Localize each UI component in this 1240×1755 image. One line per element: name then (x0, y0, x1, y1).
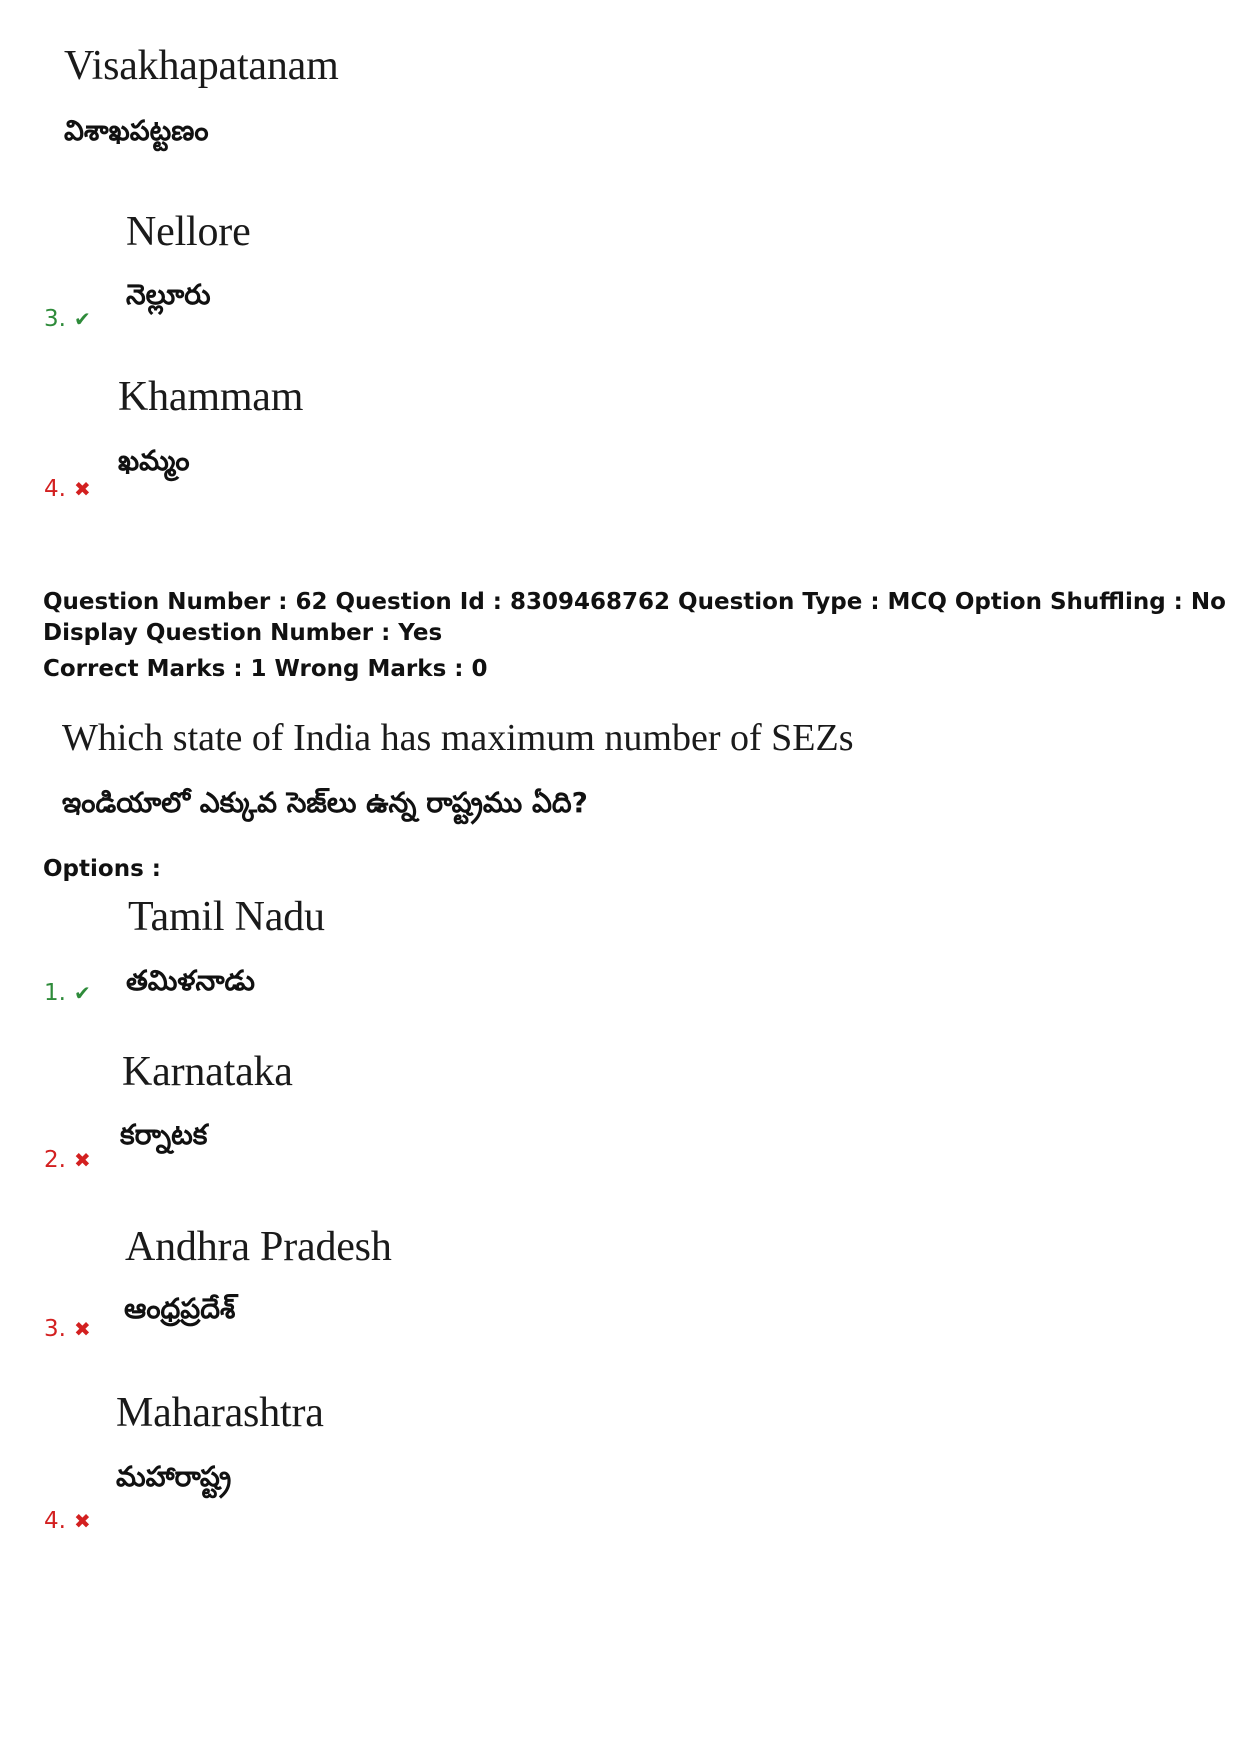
option-number: 4. (44, 1508, 66, 1534)
cross-icon: ✖ (73, 1317, 91, 1341)
option-number: 1. (44, 980, 66, 1006)
prev-option-3-number (44, 306, 91, 332)
cross-icon: ✖ (73, 1509, 91, 1533)
option-1-telugu: తమిళనాడు (126, 964, 255, 997)
option-number: 4. (44, 476, 66, 502)
prev-option-3-telugu: నెల్లూరు (126, 278, 211, 311)
prev-option-2-english: Visakhapatanam (64, 43, 339, 89)
prev-option-4-english: Khammam (118, 374, 304, 420)
option-2-english: Karnataka (122, 1049, 293, 1095)
option-number: 3. (44, 1316, 66, 1342)
question-text-telugu: ఇండియాలో ఎక్కువ సెజ్‌లు ఉన్న రాష్ట్రము ఏది? (62, 786, 588, 819)
option-2-telugu: కర్నాటక (120, 1118, 208, 1151)
option-3-number (44, 1316, 91, 1342)
option-4-number (44, 1508, 91, 1534)
cross-icon: ✖ (73, 1148, 91, 1172)
question-meta-line-2: Display Question Number : Yes (43, 620, 443, 646)
check-icon: ✔ (73, 307, 91, 331)
option-number: 3. (44, 306, 66, 332)
option-number: 2. (44, 1147, 66, 1173)
question-text-english: Which state of India has maximum number of SEZs (62, 717, 854, 759)
prev-option-3-english: Nellore (126, 209, 251, 255)
option-1-english: Tamil Nadu (128, 894, 325, 940)
prev-option-2-telugu: విశాఖపట్టణం (64, 114, 209, 147)
option-4-telugu: మహారాష్ట్ర (116, 1460, 232, 1493)
cross-icon: ✖ (73, 477, 91, 501)
prev-option-4-number (44, 476, 91, 502)
option-2-number (44, 1147, 91, 1173)
check-icon: ✔ (73, 981, 91, 1005)
option-4-english: Maharashtra (116, 1390, 324, 1436)
option-1-number (44, 980, 91, 1006)
option-3-telugu: ఆంధ్రప్రదేశ్ (124, 1292, 236, 1325)
option-3-english: Andhra Pradesh (125, 1224, 392, 1270)
prev-option-4-telugu: ఖమ్మం (118, 444, 190, 477)
question-meta-line-1: Question Number : 62 Question Id : 8309468762 Question Type : MCQ Option Shuffling : No (43, 589, 1226, 615)
options-label: Options : (43, 856, 161, 882)
question-marks: Correct Marks : 1 Wrong Marks : 0 (43, 656, 488, 682)
